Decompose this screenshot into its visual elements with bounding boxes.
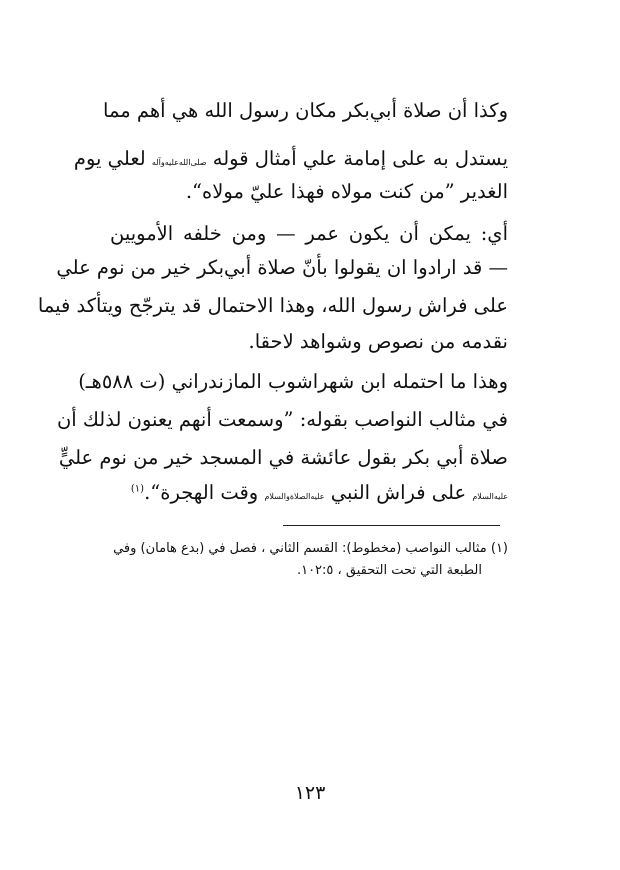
salat-salam-honorific: عليه‌الصلاة‌والسلام <box>264 492 325 501</box>
footnote-line-1: (١) مثالب النواصب (مخطوط): القسم الثاني ، فصل في (بدع هامان) وفي <box>113 541 508 556</box>
body-line-10: صلاة أبي بكر بقول عائشة في المسجد خير من نوم عليٍّ <box>58 446 508 469</box>
body-line-11-part-2: وقت الهجرة“. <box>144 481 265 504</box>
body-line-2-part-1: يستدل به على إمامة علي أمثال قوله <box>206 147 508 170</box>
body-line-1: وكذا أن صلاة أبي‌بكر مكان رسول الله هي أهم مما <box>103 99 508 122</box>
body-line-4: أي: يمكن أن يكون عمر — ومن خلفه الأمويين <box>110 222 508 245</box>
body-line-2 <box>73 143 508 179</box>
page-number: ١٢٣ <box>294 782 326 804</box>
footnote-separator <box>283 525 500 526</box>
body-line-8: وهذا ما احتمله ابن شهراشوب المازندراني (ت ٥٨٨هـ) <box>78 370 508 393</box>
body-line-2-part-2: لعلي يوم <box>73 147 152 170</box>
body-line-11 <box>110 477 508 513</box>
salawat-honorific: صلى‌الله‌عليه‌وآله <box>151 158 207 167</box>
body-line-11-part-1: على فراش النبي <box>324 481 473 504</box>
body-line-6: على فراش رسول الله، وهذا الاحتمال قد يترجّح ويتأكد فيما <box>37 294 508 317</box>
footnote-marker[interactable]: (١) <box>130 483 145 495</box>
body-line-9: في مثالب النواصب بقوله: ”وسمعت أنهم يعنون لذلك أن <box>56 408 508 431</box>
body-line-5: — قد ارادوا ان يقولوا بأنّ صلاة أبي‌بكر خير من نوم علي <box>56 256 508 279</box>
body-line-3: الغدير ”من كنت مولاه فهذا عليّ مولاه“. <box>185 180 508 203</box>
footnote-line-2: الطبعة التي تحت التحقيق ، ١٠٢:٥. <box>296 563 482 578</box>
body-line-7: نقدمه من نصوص وشواهد لاحقا. <box>248 330 508 353</box>
alayhi-salam-honorific: عليه‌السلام <box>472 492 508 501</box>
